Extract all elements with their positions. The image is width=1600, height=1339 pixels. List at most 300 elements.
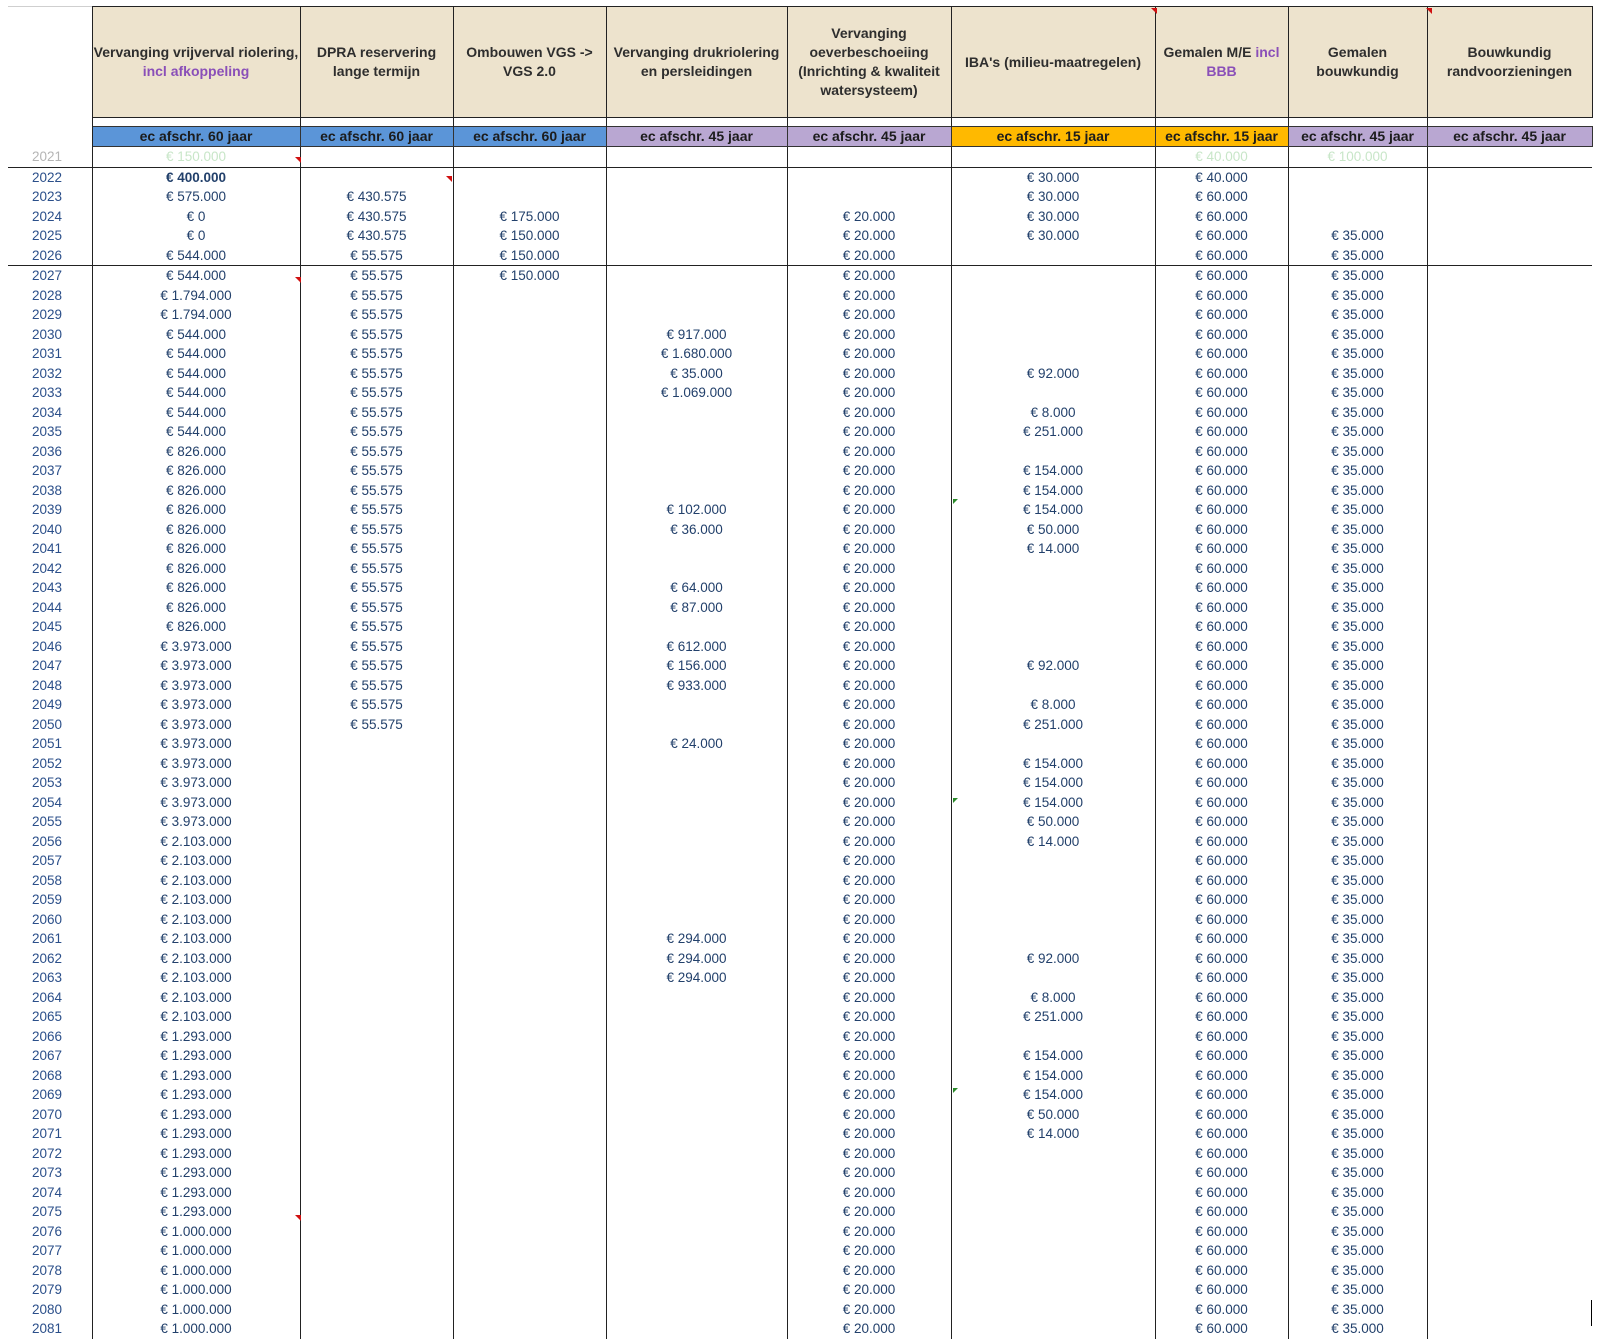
year-cell[interactable]: 2045 xyxy=(8,617,92,637)
value-cell[interactable] xyxy=(1427,539,1592,559)
value-cell[interactable]: € 24.000 xyxy=(606,734,787,754)
value-cell[interactable]: € 20.000 xyxy=(787,461,951,481)
year-cell[interactable]: 2055 xyxy=(8,812,92,832)
value-cell[interactable]: € 35.000 xyxy=(1288,539,1427,559)
value-cell[interactable]: € 60.000 xyxy=(1155,1300,1288,1320)
value-cell[interactable]: € 20.000 xyxy=(787,1066,951,1086)
header-bouwkundig-randvoorzieningen[interactable] xyxy=(1427,7,1592,118)
value-cell[interactable] xyxy=(1427,1007,1592,1027)
value-cell[interactable] xyxy=(1427,617,1592,637)
header-vervanging-oeverbeschoeiing[interactable] xyxy=(787,7,951,118)
category-cell[interactable]: ec afschr. 15 jaar xyxy=(951,127,1155,147)
value-cell[interactable]: € 20.000 xyxy=(787,559,951,579)
value-cell[interactable]: € 8.000 xyxy=(951,988,1155,1008)
value-cell[interactable]: € 175.000 xyxy=(453,207,606,227)
value-cell[interactable] xyxy=(1427,286,1592,306)
value-cell[interactable]: € 35.000 xyxy=(1288,929,1427,949)
value-cell[interactable]: € 35.000 xyxy=(1288,656,1427,676)
value-cell[interactable]: € 55.575 xyxy=(300,364,453,384)
year-cell[interactable]: 2029 xyxy=(8,305,92,325)
value-cell[interactable] xyxy=(453,1183,606,1203)
value-cell[interactable]: € 20.000 xyxy=(787,364,951,384)
value-cell[interactable]: € 50.000 xyxy=(951,812,1155,832)
value-cell[interactable]: € 1.000.000 xyxy=(92,1261,300,1281)
value-cell[interactable] xyxy=(453,617,606,637)
value-cell[interactable] xyxy=(1427,344,1592,364)
value-cell[interactable] xyxy=(300,1319,453,1339)
value-cell[interactable]: € 55.575 xyxy=(300,481,453,501)
value-cell[interactable]: € 60.000 xyxy=(1155,559,1288,579)
spacer-cell[interactable] xyxy=(1155,118,1288,127)
year-cell[interactable]: 2053 xyxy=(8,773,92,793)
value-cell[interactable] xyxy=(951,1144,1155,1164)
value-cell[interactable]: € 35.000 xyxy=(1288,1027,1427,1047)
value-cell[interactable]: € 1.293.000 xyxy=(92,1105,300,1125)
year-cell[interactable]: 2024 xyxy=(8,207,92,227)
value-cell[interactable] xyxy=(1427,403,1592,423)
value-cell[interactable] xyxy=(951,1163,1155,1183)
value-cell[interactable] xyxy=(606,1046,787,1066)
year-cell[interactable]: 2051 xyxy=(8,734,92,754)
value-cell[interactable]: € 2.103.000 xyxy=(92,929,300,949)
value-cell[interactable] xyxy=(1427,520,1592,540)
value-cell[interactable]: € 2.103.000 xyxy=(92,910,300,930)
value-cell[interactable] xyxy=(453,1241,606,1261)
value-cell[interactable]: € 35.000 xyxy=(1288,715,1427,735)
value-cell[interactable]: € 544.000 xyxy=(92,266,300,286)
value-cell[interactable] xyxy=(787,187,951,207)
year-cell[interactable]: 2065 xyxy=(8,1007,92,1027)
value-cell[interactable] xyxy=(951,559,1155,579)
value-cell[interactable] xyxy=(606,1280,787,1300)
value-cell[interactable] xyxy=(1427,773,1592,793)
value-cell[interactable] xyxy=(1427,1105,1592,1125)
value-cell[interactable]: € 60.000 xyxy=(1155,695,1288,715)
value-cell[interactable] xyxy=(453,910,606,930)
value-cell[interactable] xyxy=(1427,1124,1592,1144)
value-cell[interactable]: € 55.575 xyxy=(300,637,453,657)
year-cell[interactable]: 2040 xyxy=(8,520,92,540)
value-cell[interactable] xyxy=(1427,793,1592,813)
value-cell[interactable]: € 826.000 xyxy=(92,500,300,520)
value-cell[interactable] xyxy=(1427,246,1592,266)
value-cell[interactable]: € 35.000 xyxy=(1288,968,1427,988)
value-cell[interactable] xyxy=(1427,266,1592,286)
value-cell[interactable] xyxy=(606,286,787,306)
value-cell[interactable] xyxy=(1427,715,1592,735)
value-cell[interactable] xyxy=(300,851,453,871)
value-cell[interactable]: € 55.575 xyxy=(300,286,453,306)
value-cell[interactable]: € 1.293.000 xyxy=(92,1163,300,1183)
value-cell[interactable]: € 544.000 xyxy=(92,403,300,423)
value-cell[interactable] xyxy=(300,832,453,852)
value-cell[interactable]: € 35.000 xyxy=(1288,598,1427,618)
value-cell[interactable] xyxy=(1427,676,1592,696)
value-cell[interactable]: € 92.000 xyxy=(951,364,1155,384)
value-cell[interactable]: € 826.000 xyxy=(92,559,300,579)
value-cell[interactable]: € 60.000 xyxy=(1155,1007,1288,1027)
value-cell[interactable] xyxy=(606,481,787,501)
value-cell[interactable] xyxy=(300,1300,453,1320)
spacer-cell[interactable] xyxy=(787,118,951,127)
year-cell[interactable]: 2023 xyxy=(8,187,92,207)
value-cell[interactable]: € 154.000 xyxy=(951,481,1155,501)
value-cell[interactable]: € 55.575 xyxy=(300,715,453,735)
value-cell[interactable]: € 60.000 xyxy=(1155,715,1288,735)
value-cell[interactable]: € 3.973.000 xyxy=(92,637,300,657)
value-cell[interactable]: € 35.000 xyxy=(1288,305,1427,325)
year-cell[interactable]: 2028 xyxy=(8,286,92,306)
value-cell[interactable]: € 20.000 xyxy=(787,676,951,696)
value-cell[interactable] xyxy=(606,1300,787,1320)
value-cell[interactable]: € 20.000 xyxy=(787,1222,951,1242)
value-cell[interactable] xyxy=(453,1202,606,1222)
value-cell[interactable]: € 3.973.000 xyxy=(92,793,300,813)
value-cell[interactable] xyxy=(300,1124,453,1144)
year-cell[interactable]: 2039 xyxy=(8,500,92,520)
value-cell[interactable] xyxy=(453,1280,606,1300)
year-cell[interactable]: 2060 xyxy=(8,910,92,930)
value-cell[interactable] xyxy=(951,442,1155,462)
spacer-cell[interactable] xyxy=(1427,118,1592,127)
value-cell[interactable]: € 35.000 xyxy=(1288,1222,1427,1242)
value-cell[interactable] xyxy=(300,1066,453,1086)
value-cell[interactable]: € 60.000 xyxy=(1155,539,1288,559)
value-cell[interactable]: € 20.000 xyxy=(787,715,951,735)
value-cell[interactable] xyxy=(1288,187,1427,207)
value-cell[interactable]: € 1.680.000 xyxy=(606,344,787,364)
value-cell[interactable]: € 20.000 xyxy=(787,207,951,227)
value-cell[interactable]: € 35.000 xyxy=(1288,949,1427,969)
value-cell[interactable] xyxy=(453,383,606,403)
value-cell[interactable] xyxy=(951,637,1155,657)
category-cell[interactable]: ec afschr. 60 jaar xyxy=(453,127,606,147)
value-cell[interactable] xyxy=(300,1007,453,1027)
value-cell[interactable]: € 20.000 xyxy=(787,500,951,520)
value-cell[interactable]: € 430.575 xyxy=(300,226,453,246)
value-cell[interactable]: € 60.000 xyxy=(1155,598,1288,618)
year-cell[interactable]: 2030 xyxy=(8,325,92,345)
header-gemalen-bouwkundig[interactable] xyxy=(1288,7,1427,118)
value-cell[interactable] xyxy=(606,266,787,286)
value-cell[interactable]: € 87.000 xyxy=(606,598,787,618)
value-cell[interactable]: € 1.794.000 xyxy=(92,305,300,325)
value-cell[interactable]: € 826.000 xyxy=(92,461,300,481)
category-cell[interactable]: ec afschr. 45 jaar xyxy=(606,127,787,147)
value-cell[interactable] xyxy=(606,1163,787,1183)
value-cell[interactable]: € 35.000 xyxy=(1288,1300,1427,1320)
value-cell[interactable] xyxy=(453,1007,606,1027)
value-cell[interactable] xyxy=(453,773,606,793)
year-cell[interactable]: 2037 xyxy=(8,461,92,481)
year-cell[interactable]: 2070 xyxy=(8,1105,92,1125)
value-cell[interactable] xyxy=(951,1202,1155,1222)
year-cell[interactable]: 2052 xyxy=(8,754,92,774)
value-cell[interactable] xyxy=(606,1027,787,1047)
value-cell[interactable]: € 35.000 xyxy=(1288,890,1427,910)
value-cell[interactable] xyxy=(453,422,606,442)
value-cell[interactable] xyxy=(1427,147,1592,168)
value-cell[interactable]: € 35.000 xyxy=(1288,1105,1427,1125)
value-cell[interactable]: € 60.000 xyxy=(1155,1046,1288,1066)
value-cell[interactable] xyxy=(453,1261,606,1281)
value-cell[interactable] xyxy=(606,988,787,1008)
value-cell[interactable]: € 3.973.000 xyxy=(92,656,300,676)
value-cell[interactable] xyxy=(453,1085,606,1105)
value-cell[interactable]: € 60.000 xyxy=(1155,1261,1288,1281)
value-cell[interactable]: € 20.000 xyxy=(787,734,951,754)
value-cell[interactable] xyxy=(453,851,606,871)
value-cell[interactable] xyxy=(300,1046,453,1066)
value-cell[interactable]: € 30.000 xyxy=(951,226,1155,246)
value-cell[interactable] xyxy=(606,207,787,227)
value-cell[interactable]: € 150.000 xyxy=(453,266,606,286)
value-cell[interactable]: € 826.000 xyxy=(92,442,300,462)
value-cell[interactable] xyxy=(300,1105,453,1125)
value-cell[interactable] xyxy=(453,539,606,559)
value-cell[interactable]: € 20.000 xyxy=(787,1261,951,1281)
value-cell[interactable]: € 55.575 xyxy=(300,520,453,540)
value-cell[interactable]: € 60.000 xyxy=(1155,676,1288,696)
value-cell[interactable]: € 20.000 xyxy=(787,851,951,871)
value-cell[interactable]: € 1.000.000 xyxy=(92,1280,300,1300)
value-cell[interactable] xyxy=(951,1261,1155,1281)
value-cell[interactable]: € 35.000 xyxy=(1288,1280,1427,1300)
value-cell[interactable]: € 294.000 xyxy=(606,968,787,988)
value-cell[interactable]: € 20.000 xyxy=(787,1202,951,1222)
value-cell[interactable]: € 35.000 xyxy=(1288,1124,1427,1144)
value-cell[interactable] xyxy=(453,734,606,754)
value-cell[interactable] xyxy=(453,832,606,852)
value-cell[interactable]: € 826.000 xyxy=(92,481,300,501)
value-cell[interactable] xyxy=(453,715,606,735)
value-cell[interactable] xyxy=(300,1183,453,1203)
value-cell[interactable] xyxy=(951,676,1155,696)
value-cell[interactable] xyxy=(453,1105,606,1125)
value-cell[interactable] xyxy=(453,1046,606,1066)
value-cell[interactable]: € 55.575 xyxy=(300,422,453,442)
value-cell[interactable] xyxy=(1427,1066,1592,1086)
value-cell[interactable]: € 20.000 xyxy=(787,695,951,715)
value-cell[interactable]: € 1.293.000 xyxy=(92,1066,300,1086)
value-cell[interactable]: € 60.000 xyxy=(1155,226,1288,246)
value-cell[interactable] xyxy=(1427,461,1592,481)
value-cell[interactable] xyxy=(1427,481,1592,501)
value-cell[interactable]: € 1.794.000 xyxy=(92,286,300,306)
year-cell[interactable]: 2033 xyxy=(8,383,92,403)
value-cell[interactable]: € 35.000 xyxy=(1288,1241,1427,1261)
value-cell[interactable] xyxy=(606,305,787,325)
value-cell[interactable] xyxy=(1427,559,1592,579)
value-cell[interactable]: € 20.000 xyxy=(787,578,951,598)
value-cell[interactable]: € 60.000 xyxy=(1155,422,1288,442)
value-cell[interactable] xyxy=(606,1241,787,1261)
value-cell[interactable] xyxy=(1427,325,1592,345)
year-cell[interactable]: 2022 xyxy=(8,167,92,187)
value-cell[interactable]: € 35.000 xyxy=(1288,500,1427,520)
value-cell[interactable]: € 154.000 xyxy=(951,1085,1155,1105)
value-cell[interactable]: € 60.000 xyxy=(1155,187,1288,207)
value-cell[interactable]: € 154.000 xyxy=(951,500,1155,520)
value-cell[interactable] xyxy=(453,1124,606,1144)
value-cell[interactable] xyxy=(300,734,453,754)
year-cell[interactable]: 2061 xyxy=(8,929,92,949)
year-cell[interactable]: 2074 xyxy=(8,1183,92,1203)
value-cell[interactable] xyxy=(453,187,606,207)
year-cell[interactable]: 2058 xyxy=(8,871,92,891)
value-cell[interactable]: € 55.575 xyxy=(300,305,453,325)
value-cell[interactable]: € 35.000 xyxy=(1288,559,1427,579)
value-cell[interactable] xyxy=(1427,1027,1592,1047)
value-cell[interactable]: € 826.000 xyxy=(92,520,300,540)
value-cell[interactable]: € 294.000 xyxy=(606,929,787,949)
value-cell[interactable]: € 35.000 xyxy=(1288,851,1427,871)
year-cell[interactable]: 2043 xyxy=(8,578,92,598)
value-cell[interactable]: € 35.000 xyxy=(1288,676,1427,696)
value-cell[interactable] xyxy=(951,617,1155,637)
value-cell[interactable]: € 55.575 xyxy=(300,442,453,462)
value-cell[interactable] xyxy=(951,147,1155,168)
value-cell[interactable]: € 35.000 xyxy=(1288,754,1427,774)
value-cell[interactable]: € 20.000 xyxy=(787,226,951,246)
value-cell[interactable] xyxy=(1427,910,1592,930)
value-cell[interactable]: € 60.000 xyxy=(1155,637,1288,657)
value-cell[interactable]: € 60.000 xyxy=(1155,1124,1288,1144)
year-cell[interactable]: 2059 xyxy=(8,890,92,910)
value-cell[interactable]: € 55.575 xyxy=(300,500,453,520)
value-cell[interactable]: € 20.000 xyxy=(787,1124,951,1144)
value-cell[interactable]: € 60.000 xyxy=(1155,500,1288,520)
year-cell[interactable]: 2077 xyxy=(8,1241,92,1261)
value-cell[interactable] xyxy=(606,793,787,813)
value-cell[interactable] xyxy=(951,1027,1155,1047)
header-dpra-reservering[interactable] xyxy=(300,7,453,118)
value-cell[interactable] xyxy=(951,910,1155,930)
value-cell[interactable]: € 35.000 xyxy=(606,364,787,384)
value-cell[interactable]: € 35.000 xyxy=(1288,832,1427,852)
year-cell[interactable]: 2063 xyxy=(8,968,92,988)
year-cell[interactable]: 2046 xyxy=(8,637,92,657)
value-cell[interactable]: € 3.973.000 xyxy=(92,812,300,832)
value-cell[interactable]: € 20.000 xyxy=(787,637,951,657)
value-cell[interactable] xyxy=(1427,226,1592,246)
value-cell[interactable]: € 35.000 xyxy=(1288,988,1427,1008)
value-cell[interactable]: € 60.000 xyxy=(1155,344,1288,364)
value-cell[interactable] xyxy=(951,1183,1155,1203)
value-cell[interactable] xyxy=(453,559,606,579)
year-cell[interactable]: 2042 xyxy=(8,559,92,579)
value-cell[interactable]: € 20.000 xyxy=(787,422,951,442)
value-cell[interactable]: € 40.000 xyxy=(1155,147,1288,168)
value-cell[interactable]: € 544.000 xyxy=(92,422,300,442)
value-cell[interactable]: € 60.000 xyxy=(1155,910,1288,930)
value-cell[interactable] xyxy=(453,598,606,618)
value-cell[interactable] xyxy=(1427,656,1592,676)
value-cell[interactable]: € 55.575 xyxy=(300,617,453,637)
value-cell[interactable] xyxy=(1427,734,1592,754)
year-cell[interactable]: 2057 xyxy=(8,851,92,871)
year-cell[interactable]: 2066 xyxy=(8,1027,92,1047)
value-cell[interactable]: € 60.000 xyxy=(1155,1202,1288,1222)
value-cell[interactable]: € 20.000 xyxy=(787,949,951,969)
value-cell[interactable]: € 60.000 xyxy=(1155,442,1288,462)
value-cell[interactable] xyxy=(1427,187,1592,207)
value-cell[interactable] xyxy=(453,1144,606,1164)
value-cell[interactable] xyxy=(606,422,787,442)
value-cell[interactable]: € 36.000 xyxy=(606,520,787,540)
value-cell[interactable] xyxy=(1427,1319,1592,1339)
value-cell[interactable]: € 60.000 xyxy=(1155,1222,1288,1242)
value-cell[interactable] xyxy=(453,461,606,481)
value-cell[interactable]: € 60.000 xyxy=(1155,1085,1288,1105)
value-cell[interactable]: € 35.000 xyxy=(1288,442,1427,462)
value-cell[interactable] xyxy=(1427,968,1592,988)
value-cell[interactable]: € 20.000 xyxy=(787,910,951,930)
value-cell[interactable] xyxy=(453,656,606,676)
value-cell[interactable]: € 60.000 xyxy=(1155,1241,1288,1261)
value-cell[interactable]: € 55.575 xyxy=(300,539,453,559)
value-cell[interactable] xyxy=(606,1202,787,1222)
value-cell[interactable]: € 154.000 xyxy=(951,461,1155,481)
value-cell[interactable]: € 20.000 xyxy=(787,383,951,403)
value-cell[interactable]: € 20.000 xyxy=(787,539,951,559)
value-cell[interactable]: € 3.973.000 xyxy=(92,676,300,696)
value-cell[interactable]: € 35.000 xyxy=(1288,1066,1427,1086)
value-cell[interactable]: € 1.293.000 xyxy=(92,1027,300,1047)
value-cell[interactable] xyxy=(453,871,606,891)
value-cell[interactable] xyxy=(453,364,606,384)
value-cell[interactable]: € 60.000 xyxy=(1155,1319,1288,1339)
value-cell[interactable] xyxy=(606,167,787,187)
value-cell[interactable]: € 20.000 xyxy=(787,1144,951,1164)
value-cell[interactable]: € 55.575 xyxy=(300,403,453,423)
value-cell[interactable]: € 826.000 xyxy=(92,539,300,559)
value-cell[interactable]: € 826.000 xyxy=(92,578,300,598)
value-cell[interactable]: € 35.000 xyxy=(1288,695,1427,715)
year-cell[interactable]: 2049 xyxy=(8,695,92,715)
value-cell[interactable] xyxy=(606,1105,787,1125)
value-cell[interactable]: € 20.000 xyxy=(787,968,951,988)
year-cell[interactable]: 2041 xyxy=(8,539,92,559)
value-cell[interactable] xyxy=(951,1222,1155,1242)
value-cell[interactable]: € 3.973.000 xyxy=(92,773,300,793)
value-cell[interactable] xyxy=(300,1261,453,1281)
value-cell[interactable] xyxy=(1427,754,1592,774)
value-cell[interactable]: € 55.575 xyxy=(300,325,453,345)
value-cell[interactable]: € 60.000 xyxy=(1155,656,1288,676)
value-cell[interactable]: € 20.000 xyxy=(787,793,951,813)
value-cell[interactable]: € 35.000 xyxy=(1288,1163,1427,1183)
value-cell[interactable] xyxy=(300,1280,453,1300)
value-cell[interactable] xyxy=(606,1124,787,1144)
value-cell[interactable]: € 55.575 xyxy=(300,656,453,676)
value-cell[interactable]: € 60.000 xyxy=(1155,1144,1288,1164)
value-cell[interactable]: € 612.000 xyxy=(606,637,787,657)
value-cell[interactable]: € 20.000 xyxy=(787,832,951,852)
value-cell[interactable]: € 917.000 xyxy=(606,325,787,345)
year-cell[interactable]: 2056 xyxy=(8,832,92,852)
value-cell[interactable]: € 50.000 xyxy=(951,520,1155,540)
value-cell[interactable]: € 1.293.000 xyxy=(92,1085,300,1105)
value-cell[interactable]: € 35.000 xyxy=(1288,1319,1427,1339)
value-cell[interactable]: € 1.293.000 xyxy=(92,1202,300,1222)
value-cell[interactable]: € 154.000 xyxy=(951,793,1155,813)
value-cell[interactable] xyxy=(606,1085,787,1105)
value-cell[interactable] xyxy=(606,1222,787,1242)
value-cell[interactable] xyxy=(1427,851,1592,871)
year-cell[interactable]: 2036 xyxy=(8,442,92,462)
value-cell[interactable]: € 60.000 xyxy=(1155,988,1288,1008)
